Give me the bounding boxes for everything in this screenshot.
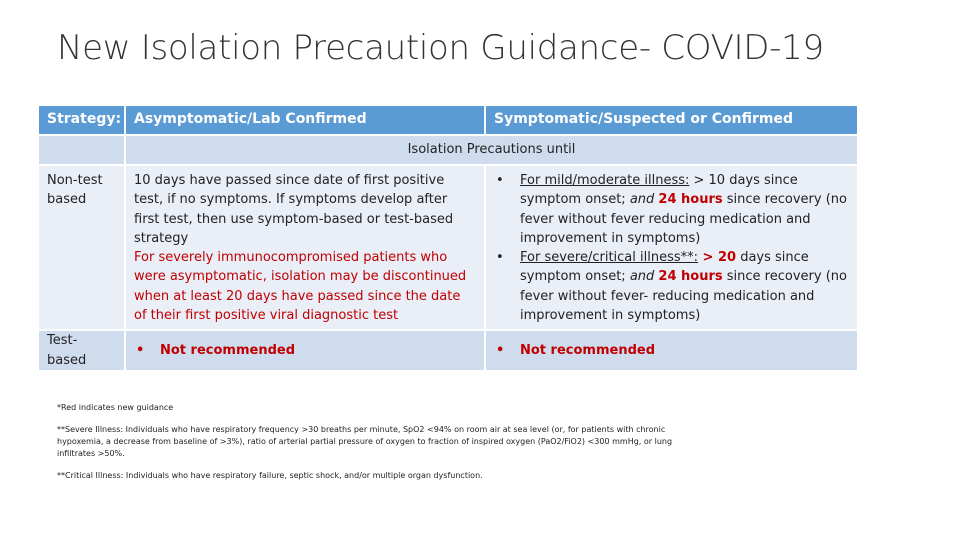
- subheader-row: [38, 135, 858, 165]
- list-item-mild: • For mild/moderate illness: > 10 days since symptom onset; and 24 hours since recovery (no fever without fever reducing medication and improvement in symptoms): [520, 171, 849, 248]
- header-symptomatic: Symptomatic/Suspected or Confirmed: [485, 105, 858, 135]
- footnotes: [57, 402, 687, 492]
- table-header-row: [38, 105, 858, 135]
- asym-standard-text: 10 days have passed since date of first positive test, if no symptoms. If symptoms develop after first test, then use symptom-based or test-based strategy: [134, 173, 454, 246]
- footnote-red: *Red indicates new guidance: [57, 403, 174, 412]
- asym-not-recommended: • Not recommended: [160, 341, 476, 360]
- footnote-critical: **Critical Illness: Individuals who have respiratory failure, septic shock, and/or multiple organ dysfunction.: [57, 471, 483, 480]
- header-strategy: Strategy:: [38, 105, 125, 135]
- sym-not-recommended: • Not recommended: [520, 341, 849, 360]
- footnote-severe: **Severe Illness: Individuals who have respiratory frequency >30 breaths per minute, SpO2 <94% on room air at sea level (or, for patients with chronic hypoxemia, a decrease from baseline of >3%), ratio of arterial partial pressure of oxygen to fraction of inspired oxygen (PaO2/FiO2) <300 mmHg, or lung infiltrates >50%.: [57, 425, 673, 458]
- row-label-test-based: Test-based: [38, 330, 125, 371]
- test-based-asymptomatic-cell: [125, 330, 485, 371]
- row-label-non-test: Non-test based: [38, 165, 125, 330]
- guidance-table: [37, 104, 859, 372]
- header-asymptomatic: Asymptomatic/Lab Confirmed: [125, 105, 485, 135]
- non-test-symptomatic-cell: [485, 165, 858, 330]
- test-based-symptomatic-cell: [485, 330, 858, 371]
- subheader-isolation: Isolation Precautions until: [125, 135, 858, 165]
- symptomatic-bullet-list: [494, 171, 849, 325]
- subheader-empty-cell: [38, 135, 125, 165]
- non-test-asymptomatic-cell: [125, 165, 485, 330]
- page-title: New Isolation Precaution Guidance- COVID-19: [57, 28, 824, 68]
- table-row-test-based: [38, 330, 858, 371]
- asym-new-guidance-text: For severely immunocompromised patients who were asymptomatic, isolation may be discontinued when at least 20 days have passed since the date of their first positive viral diagnostic test: [134, 250, 467, 324]
- table-row-non-test: [38, 165, 858, 330]
- list-item-severe: • For severe/critical illness**: > 20 days since symptom onset; and 24 hours since recovery (no fever without fever- reducing medication and improvement in symptoms): [520, 248, 849, 325]
